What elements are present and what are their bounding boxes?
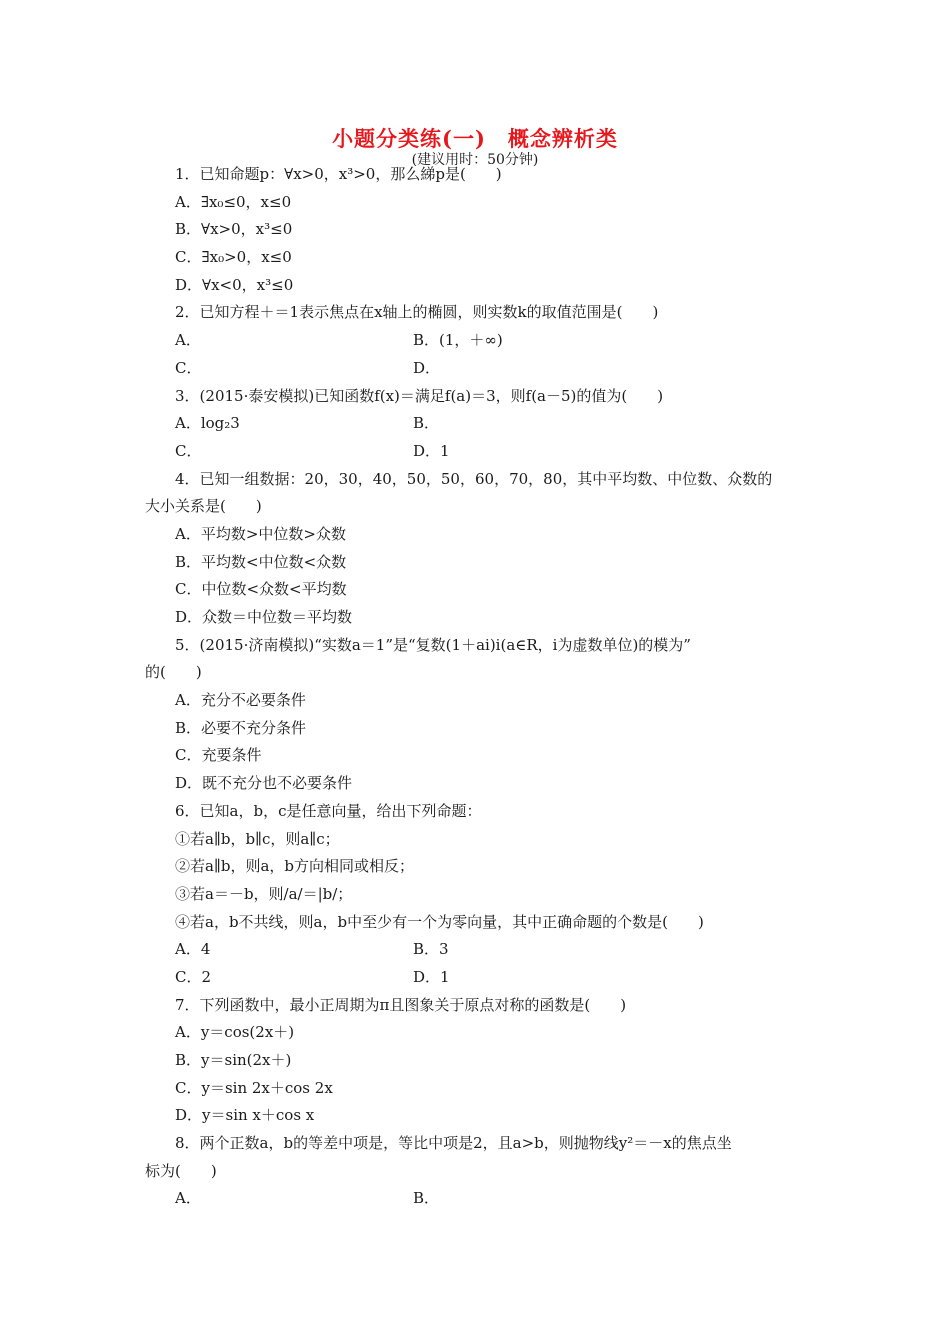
question-8-option-a: A．: [175, 1189, 201, 1208]
question-3-option-b: B．: [413, 414, 440, 433]
question-4-option-c: C．中位数<众数<平均数: [175, 580, 347, 599]
question-2-option-d: D．: [413, 358, 441, 377]
question-1-option-d: D．∀x<0，x³≤0: [175, 275, 294, 294]
question-3-stem: 3．(2015·泰安模拟)已知函数f(x)＝满足f(a)＝3，则f(a－5)的值为( ): [175, 386, 664, 405]
question-5-stem-continued: 的( ): [145, 663, 202, 682]
question-2-option-c: C．: [175, 358, 202, 377]
question-8-option-b: B．: [413, 1189, 440, 1208]
question-6-option-d: D．1: [413, 967, 450, 986]
question-list: [145, 161, 810, 1213]
question-3-options-row-2: [145, 438, 810, 466]
question-6-statement-1: ①若a∥b，b∥c，则a∥c；: [175, 829, 340, 848]
question-2-option-a: A．: [175, 331, 201, 350]
question-3-options-row-1: [145, 410, 810, 438]
question-3-option-c: C．: [175, 441, 202, 460]
question-8-stem: 8．两个正数a，b的等差中项是，等比中项是2，且a>b，则抛物线y²＝－x的焦点坐: [175, 1134, 732, 1153]
question-6-option-b: B．3: [413, 940, 449, 959]
question-6-stem: 6．已知a，b，c是任意向量，给出下列命题：: [175, 801, 482, 820]
page-title: 小题分类练(一) 概念辨析类: [332, 126, 618, 151]
question-8-options-row-1: [145, 1185, 810, 1213]
question-5-option-d: D．既不充分也不必要条件: [175, 774, 353, 793]
question-2-option-b: B．(1，＋∞): [413, 331, 503, 350]
question-4-option-b: B．平均数<中位数<众数: [175, 552, 347, 571]
question-7-option-d: D．y＝sin x＋cos x: [175, 1106, 315, 1125]
suggested-time: (建议用时：50分钟): [411, 152, 539, 168]
question-5-stem: 5．(2015·济南模拟)“实数a＝1”是“复数(1＋ai)i(a∈R，i为虚数单位)的模为”: [175, 635, 691, 654]
question-5-option-b: B．必要不充分条件: [175, 718, 307, 737]
question-2-stem: 2．已知方程＋＝1表示焦点在x轴上的椭圆，则实数k的取值范围是( ): [175, 303, 659, 322]
question-1-option-b: B．∀x>0，x³≤0: [175, 220, 293, 239]
question-4-option-d: D．众数＝中位数＝平均数: [175, 608, 353, 626]
question-4-stem: 4．已知一组数据：20，30，40，50，50，60，70，80，其中平均数、中位数、众数的: [175, 469, 773, 488]
question-6-statement-3: ③若a＝－b，则/a/＝|b/；: [175, 884, 353, 903]
question-7-option-b: B．y＝sin(2x＋): [175, 1051, 292, 1069]
question-5-option-c: C．充要条件: [175, 746, 262, 765]
question-6-statement-4: ④若a，b不共线，则a，b中至少有一个为零向量，其中正确命题的个数是( ): [175, 912, 704, 931]
question-1-option-a: A．∃x₀≤0，x≤0: [175, 192, 292, 211]
question-1-stem: 1．已知命题p：∀x>0，x³>0，那么綈p是( ): [175, 165, 502, 183]
question-5-option-a: A．充分不必要条件: [175, 691, 306, 710]
question-7-stem: 7．下列函数中，最小正周期为π且图象关于原点对称的函数是( ): [175, 995, 627, 1014]
question-6-option-a: A．4: [175, 940, 211, 959]
question-3-option-a: A．log₂3: [175, 414, 240, 433]
question-7-option-a: A．y＝cos(2x＋): [175, 1023, 295, 1042]
question-7-option-c: C．y＝sin 2x＋cos 2x: [175, 1078, 333, 1097]
question-6-options-row-2: [145, 964, 810, 992]
question-3-option-d: D．1: [413, 441, 450, 460]
question-6-statement-2: ②若a∥b，则a，b方向相同或相反；: [175, 857, 415, 876]
question-2-options-row-1: [145, 327, 810, 355]
question-4-option-a: A．平均数>中位数>众数: [175, 524, 346, 543]
question-1-option-c: C．∃x₀>0，x≤0: [175, 248, 292, 267]
question-6-options-row-1: [145, 936, 810, 964]
question-6-option-c: C．2: [175, 967, 212, 986]
question-4-stem-continued: 大小关系是( ): [145, 497, 262, 516]
question-2-options-row-2: [145, 355, 810, 383]
question-8-stem-continued: 标为( ): [145, 1161, 217, 1180]
